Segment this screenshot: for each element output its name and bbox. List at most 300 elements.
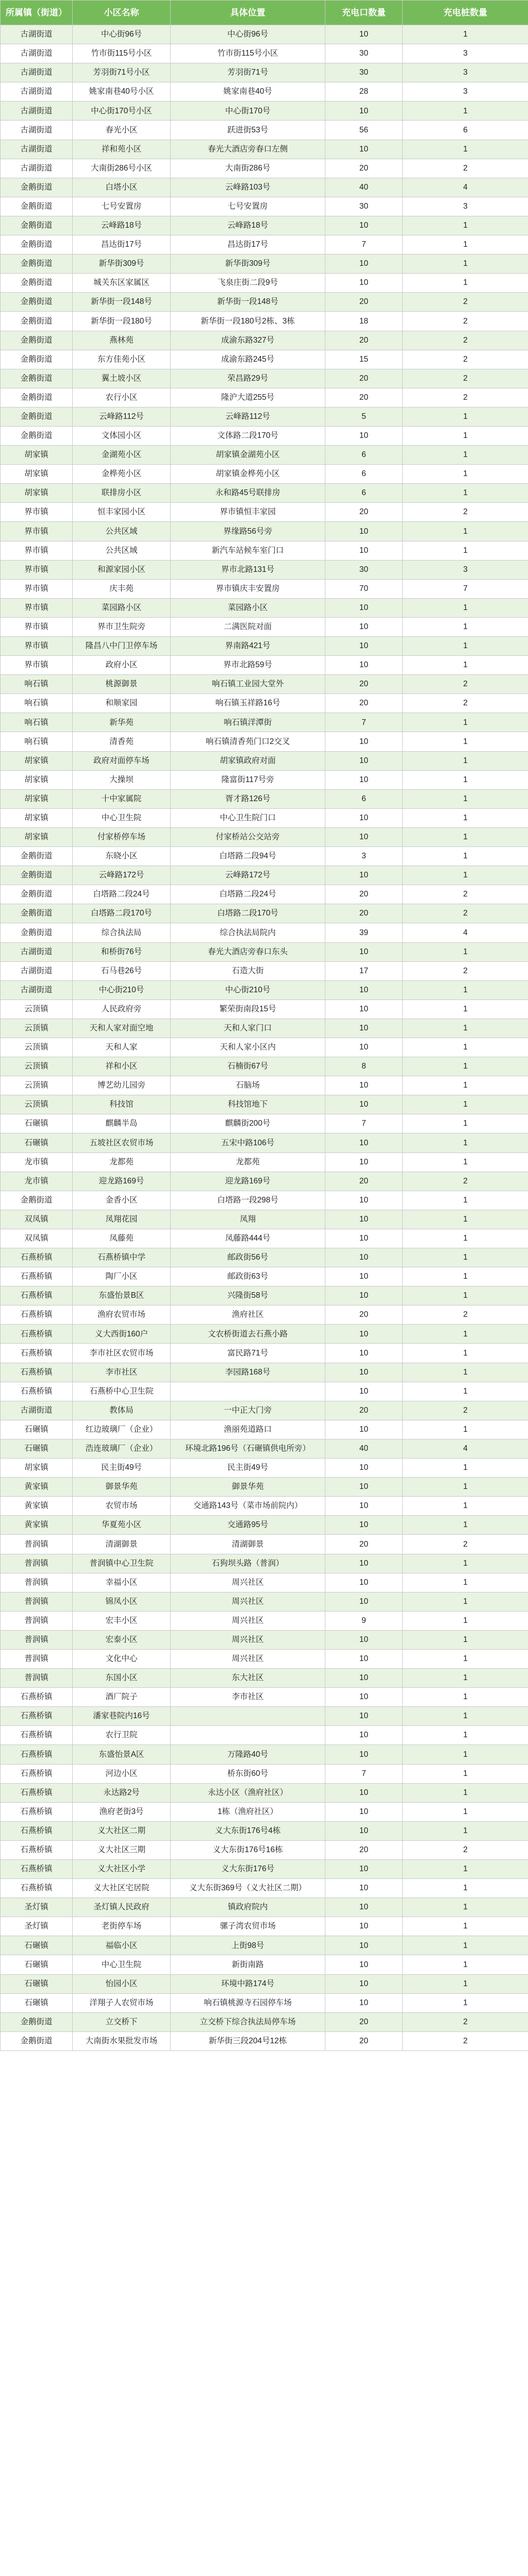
cell-port-count: 10 bbox=[325, 1038, 403, 1057]
cell-town: 胡家镇 bbox=[1, 789, 73, 808]
cell-pile-count: 1 bbox=[403, 1133, 528, 1153]
cell-pile-count: 2 bbox=[403, 503, 528, 522]
cell-pile-count: 1 bbox=[403, 1974, 528, 1993]
cell-community: 普润镇中心卫生院 bbox=[73, 1554, 171, 1573]
cell-port-count: 39 bbox=[325, 923, 403, 942]
cell-community: 义大社区三期 bbox=[73, 1840, 171, 1859]
table-row bbox=[1, 407, 528, 426]
cell-town: 石碾镇 bbox=[1, 1114, 73, 1133]
cell-port-count: 10 bbox=[325, 1325, 403, 1344]
cell-location: 白塔路二段94号 bbox=[171, 847, 325, 866]
cell-community: 综合执法局 bbox=[73, 923, 171, 942]
cell-town: 古湖街道 bbox=[1, 63, 73, 82]
cell-town: 响石镇 bbox=[1, 732, 73, 751]
cell-pile-count: 1 bbox=[403, 1286, 528, 1306]
table-row bbox=[1, 1267, 528, 1286]
cell-location: 昌达街17号 bbox=[171, 235, 325, 255]
cell-port-count: 10 bbox=[325, 1669, 403, 1688]
table-row bbox=[1, 293, 528, 312]
cell-town: 金鹅街道 bbox=[1, 1191, 73, 1210]
cell-community: 中心卫生院 bbox=[73, 1955, 171, 1974]
cell-town: 石燕桥镇 bbox=[1, 1688, 73, 1707]
cell-town: 金鹅街道 bbox=[1, 197, 73, 216]
cell-town: 界市镇 bbox=[1, 522, 73, 541]
cell-town: 石碾镇 bbox=[1, 1955, 73, 1974]
cell-community: 石燕桥镇中学 bbox=[73, 1248, 171, 1267]
cell-community: 七号安置房 bbox=[73, 197, 171, 216]
table-row bbox=[1, 1401, 528, 1420]
cell-pile-count: 1 bbox=[403, 1325, 528, 1344]
cell-community: 李市社区 bbox=[73, 1363, 171, 1382]
cell-location: 周兴社区 bbox=[171, 1630, 325, 1649]
cell-town: 金鹅街道 bbox=[1, 904, 73, 923]
cell-community: 农行卫院 bbox=[73, 1726, 171, 1745]
cell-location: 中心街210号 bbox=[171, 980, 325, 999]
cell-location: 响石镇清香苑门口2交叉 bbox=[171, 732, 325, 751]
cell-town: 石碾镇 bbox=[1, 1974, 73, 1993]
cell-town: 界市镇 bbox=[1, 560, 73, 579]
cell-pile-count: 1 bbox=[403, 1898, 528, 1917]
cell-location: 春光大酒店旁春口东头 bbox=[171, 942, 325, 961]
table-row bbox=[1, 1669, 528, 1688]
cell-location: 云峰路18号 bbox=[171, 216, 325, 235]
table-row bbox=[1, 1153, 528, 1172]
cell-location: 云峰路172号 bbox=[171, 866, 325, 885]
cell-community: 付家桥停车场 bbox=[73, 827, 171, 846]
cell-community: 春光小区 bbox=[73, 121, 171, 140]
table-row bbox=[1, 1592, 528, 1611]
cell-community: 联排房小区 bbox=[73, 484, 171, 503]
cell-community: 河边小区 bbox=[73, 1764, 171, 1783]
cell-pile-count: 2 bbox=[403, 331, 528, 350]
table-row bbox=[1, 140, 528, 159]
cell-port-count: 7 bbox=[325, 713, 403, 732]
cell-town: 圣灯镇 bbox=[1, 1917, 73, 1936]
cell-community: 大操坝 bbox=[73, 770, 171, 789]
cell-town: 云顶镇 bbox=[1, 1076, 73, 1095]
cell-port-count: 10 bbox=[325, 1726, 403, 1745]
cell-port-count: 6 bbox=[325, 484, 403, 503]
cell-pile-count: 1 bbox=[403, 751, 528, 770]
cell-community: 白塔小区 bbox=[73, 178, 171, 197]
cell-port-count: 5 bbox=[325, 407, 403, 426]
cell-location: 芳羽街71号 bbox=[171, 63, 325, 82]
table-row bbox=[1, 1535, 528, 1554]
cell-location: 胡家镇政府对面 bbox=[171, 751, 325, 770]
table-row bbox=[1, 121, 528, 140]
cell-town: 金鹅街道 bbox=[1, 2031, 73, 2050]
cell-location: 李园路168号 bbox=[171, 1363, 325, 1382]
table-row bbox=[1, 1802, 528, 1821]
header-community: 小区名称 bbox=[73, 1, 171, 25]
cell-port-count: 10 bbox=[325, 1745, 403, 1764]
cell-town: 界市镇 bbox=[1, 617, 73, 636]
cell-town: 石燕桥镇 bbox=[1, 1860, 73, 1879]
cell-port-count: 10 bbox=[325, 1210, 403, 1229]
cell-location: 界市镇恒丰家园 bbox=[171, 503, 325, 522]
cell-community: 迎龙路169号 bbox=[73, 1172, 171, 1191]
cell-town: 普润镇 bbox=[1, 1573, 73, 1592]
cell-pile-count: 1 bbox=[403, 426, 528, 445]
cell-port-count: 70 bbox=[325, 579, 403, 598]
cell-port-count: 10 bbox=[325, 1133, 403, 1153]
cell-town: 古湖街道 bbox=[1, 980, 73, 999]
cell-community: 义大西街160户 bbox=[73, 1325, 171, 1344]
cell-community: 石燕桥中心卫生院 bbox=[73, 1382, 171, 1401]
table-row bbox=[1, 999, 528, 1019]
cell-pile-count: 1 bbox=[403, 847, 528, 866]
cell-pile-count: 1 bbox=[403, 407, 528, 426]
cell-community: 宏丰小区 bbox=[73, 1611, 171, 1630]
cell-pile-count: 1 bbox=[403, 522, 528, 541]
cell-community: 金湖苑小区 bbox=[73, 446, 171, 465]
cell-community: 麒麟半岛 bbox=[73, 1114, 171, 1133]
cell-community: 怡园小区 bbox=[73, 1974, 171, 1993]
cell-community: 清湖御景 bbox=[73, 1535, 171, 1554]
cell-town: 古湖街道 bbox=[1, 25, 73, 44]
cell-port-count: 20 bbox=[325, 1840, 403, 1859]
cell-pile-count: 1 bbox=[403, 656, 528, 675]
table-row bbox=[1, 1783, 528, 1802]
cell-community: 凤翔花园 bbox=[73, 1210, 171, 1229]
cell-town: 古湖街道 bbox=[1, 159, 73, 178]
table-row bbox=[1, 1611, 528, 1630]
cell-pile-count: 1 bbox=[403, 1745, 528, 1764]
cell-community: 清香苑 bbox=[73, 732, 171, 751]
cell-pile-count: 1 bbox=[403, 598, 528, 617]
cell-port-count: 10 bbox=[325, 1420, 403, 1439]
table-row bbox=[1, 1095, 528, 1114]
table-row bbox=[1, 1114, 528, 1133]
table-row bbox=[1, 350, 528, 369]
cell-port-count: 15 bbox=[325, 350, 403, 369]
cell-community: 农贸市场 bbox=[73, 1497, 171, 1516]
cell-pile-count: 2 bbox=[403, 885, 528, 904]
cell-pile-count: 1 bbox=[403, 980, 528, 999]
cell-community: 福临小区 bbox=[73, 1936, 171, 1955]
cell-pile-count: 3 bbox=[403, 197, 528, 216]
table-row bbox=[1, 1478, 528, 1497]
cell-community: 文体园小区 bbox=[73, 426, 171, 445]
table-row bbox=[1, 1879, 528, 1898]
table-row bbox=[1, 1993, 528, 2012]
cell-community: 博艺幼儿园旁 bbox=[73, 1076, 171, 1095]
cell-pile-count: 1 bbox=[403, 713, 528, 732]
cell-town: 界市镇 bbox=[1, 503, 73, 522]
table-row bbox=[1, 827, 528, 846]
cell-community: 酒厂院子 bbox=[73, 1688, 171, 1707]
cell-community: 云峰路112号 bbox=[73, 407, 171, 426]
cell-location: 新街南路 bbox=[171, 1955, 325, 1974]
cell-town: 响石镇 bbox=[1, 675, 73, 694]
cell-town: 界市镇 bbox=[1, 656, 73, 675]
cell-location: 界市北路59号 bbox=[171, 656, 325, 675]
cell-town: 金鹅街道 bbox=[1, 350, 73, 369]
cell-town: 金鹅街道 bbox=[1, 312, 73, 331]
table-row bbox=[1, 1229, 528, 1248]
cell-port-count: 10 bbox=[325, 1248, 403, 1267]
cell-location: 竹市街115号小区 bbox=[171, 44, 325, 63]
cell-port-count: 10 bbox=[325, 1554, 403, 1573]
table-row bbox=[1, 197, 528, 216]
cell-pile-count: 1 bbox=[403, 541, 528, 560]
table-row bbox=[1, 25, 528, 44]
cell-port-count: 20 bbox=[325, 2031, 403, 2050]
table-row bbox=[1, 808, 528, 827]
table-row bbox=[1, 159, 528, 178]
cell-location: 兴隆街58号 bbox=[171, 1286, 325, 1306]
cell-port-count: 10 bbox=[325, 1478, 403, 1497]
cell-community: 东方佳苑小区 bbox=[73, 350, 171, 369]
cell-location: 隆富街117号旁 bbox=[171, 770, 325, 789]
cell-community: 龙都苑 bbox=[73, 1153, 171, 1172]
cell-pile-count: 2 bbox=[403, 388, 528, 407]
cell-community: 翼土坡小区 bbox=[73, 369, 171, 388]
table-row bbox=[1, 1516, 528, 1535]
cell-port-count: 9 bbox=[325, 1611, 403, 1630]
cell-location: 富民路71号 bbox=[171, 1344, 325, 1363]
cell-port-count: 20 bbox=[325, 1172, 403, 1191]
cell-location bbox=[171, 1726, 325, 1745]
cell-community: 圣灯镇人民政府 bbox=[73, 1898, 171, 1917]
cell-port-count: 10 bbox=[325, 980, 403, 999]
table-row bbox=[1, 1898, 528, 1917]
cell-port-count: 10 bbox=[325, 1936, 403, 1955]
cell-location: 周兴社区 bbox=[171, 1592, 325, 1611]
cell-town: 界市镇 bbox=[1, 598, 73, 617]
cell-location: 义大东街369号（义大社区二期） bbox=[171, 1879, 325, 1898]
cell-port-count: 10 bbox=[325, 751, 403, 770]
cell-pile-count: 3 bbox=[403, 63, 528, 82]
cell-town: 金鹅街道 bbox=[1, 923, 73, 942]
cell-port-count: 10 bbox=[325, 866, 403, 885]
cell-pile-count: 1 bbox=[403, 1382, 528, 1401]
cell-pile-count: 1 bbox=[403, 274, 528, 293]
cell-town: 石燕桥镇 bbox=[1, 1726, 73, 1745]
cell-town: 石燕桥镇 bbox=[1, 1344, 73, 1363]
cell-community: 新华街一段148号 bbox=[73, 293, 171, 312]
cell-pile-count: 1 bbox=[403, 1783, 528, 1802]
cell-town: 石碾镇 bbox=[1, 1133, 73, 1153]
cell-pile-count: 1 bbox=[403, 484, 528, 503]
cell-pile-count: 1 bbox=[403, 1993, 528, 2012]
table-row bbox=[1, 255, 528, 274]
cell-community: 李市社区农贸市场 bbox=[73, 1344, 171, 1363]
cell-town: 古湖街道 bbox=[1, 44, 73, 63]
cell-community: 农行小区 bbox=[73, 388, 171, 407]
cell-town: 石碾镇 bbox=[1, 1993, 73, 2012]
table-row bbox=[1, 1688, 528, 1707]
table-row bbox=[1, 980, 528, 999]
table-row bbox=[1, 1497, 528, 1516]
cell-pile-count: 1 bbox=[403, 1210, 528, 1229]
cell-community: 和顺家园 bbox=[73, 694, 171, 713]
table-row bbox=[1, 1076, 528, 1095]
cell-community: 祥和小区 bbox=[73, 1057, 171, 1076]
cell-town: 石燕桥镇 bbox=[1, 1707, 73, 1726]
header-pile-count: 充电桩数量 bbox=[403, 1, 528, 25]
cell-port-count: 7 bbox=[325, 1764, 403, 1783]
cell-pile-count: 2 bbox=[403, 159, 528, 178]
cell-town: 龙市镇 bbox=[1, 1153, 73, 1172]
cell-community: 新华街309号 bbox=[73, 255, 171, 274]
cell-location: 界南路421号 bbox=[171, 637, 325, 656]
table-row bbox=[1, 446, 528, 465]
table-row bbox=[1, 1038, 528, 1057]
cell-port-count: 28 bbox=[325, 82, 403, 101]
table-row bbox=[1, 1764, 528, 1783]
cell-community: 东盛怡景B区 bbox=[73, 1286, 171, 1306]
cell-town: 古湖街道 bbox=[1, 961, 73, 980]
cell-community: 恒丰家园小区 bbox=[73, 503, 171, 522]
cell-port-count: 18 bbox=[325, 312, 403, 331]
table-row bbox=[1, 2031, 528, 2050]
table-row bbox=[1, 1248, 528, 1267]
cell-port-count: 10 bbox=[325, 274, 403, 293]
cell-community: 中心卫生院 bbox=[73, 808, 171, 827]
cell-town: 石燕桥镇 bbox=[1, 1382, 73, 1401]
cell-pile-count: 1 bbox=[403, 808, 528, 827]
cell-location: 迎龙路169号 bbox=[171, 1172, 325, 1191]
cell-community: 十中家属院 bbox=[73, 789, 171, 808]
table-row bbox=[1, 1955, 528, 1974]
cell-pile-count: 1 bbox=[403, 1669, 528, 1688]
cell-location bbox=[171, 1382, 325, 1401]
cell-town: 石燕桥镇 bbox=[1, 1363, 73, 1382]
cell-town: 胡家镇 bbox=[1, 827, 73, 846]
cell-town: 胡家镇 bbox=[1, 770, 73, 789]
cell-community: 和源家园小区 bbox=[73, 560, 171, 579]
cell-town: 古湖街道 bbox=[1, 101, 73, 121]
cell-location: 界缘路56号旁 bbox=[171, 522, 325, 541]
table-row bbox=[1, 1821, 528, 1840]
cell-community: 竹市街115号小区 bbox=[73, 44, 171, 63]
cell-port-count: 20 bbox=[325, 369, 403, 388]
cell-community: 燕林苑 bbox=[73, 331, 171, 350]
cell-community: 义大社区二期 bbox=[73, 1821, 171, 1840]
cell-community: 桃源御景 bbox=[73, 675, 171, 694]
cell-community: 白塔路二段170号 bbox=[73, 904, 171, 923]
table-row bbox=[1, 847, 528, 866]
cell-pile-count: 2 bbox=[403, 1535, 528, 1554]
table-row bbox=[1, 866, 528, 885]
cell-town: 金鹅街道 bbox=[1, 235, 73, 255]
cell-location: 邮政街63号 bbox=[171, 1267, 325, 1286]
cell-pile-count: 1 bbox=[403, 1478, 528, 1497]
cell-location: 界市北路131号 bbox=[171, 560, 325, 579]
cell-community: 菜园路小区 bbox=[73, 598, 171, 617]
cell-community: 宏泰小区 bbox=[73, 1630, 171, 1649]
cell-pile-count: 2 bbox=[403, 675, 528, 694]
cell-town: 云顶镇 bbox=[1, 1095, 73, 1114]
cell-pile-count: 2 bbox=[403, 350, 528, 369]
cell-town: 响石镇 bbox=[1, 713, 73, 732]
cell-location: 中心卫生院门口 bbox=[171, 808, 325, 827]
cell-community: 老街停车场 bbox=[73, 1917, 171, 1936]
cell-port-count: 10 bbox=[325, 1363, 403, 1382]
table-row bbox=[1, 465, 528, 484]
cell-port-count: 20 bbox=[325, 885, 403, 904]
cell-pile-count: 1 bbox=[403, 1114, 528, 1133]
cell-port-count: 30 bbox=[325, 44, 403, 63]
table-row bbox=[1, 1974, 528, 1993]
cell-pile-count: 1 bbox=[403, 770, 528, 789]
cell-port-count: 10 bbox=[325, 942, 403, 961]
table-row bbox=[1, 1630, 528, 1649]
cell-port-count: 10 bbox=[325, 770, 403, 789]
cell-town: 双凤镇 bbox=[1, 1229, 73, 1248]
cell-location: 春光大酒店旁春口左侧 bbox=[171, 140, 325, 159]
cell-pile-count: 1 bbox=[403, 637, 528, 656]
cell-community: 中心街170号小区 bbox=[73, 101, 171, 121]
cell-town: 金鹅街道 bbox=[1, 885, 73, 904]
cell-port-count: 10 bbox=[325, 1229, 403, 1248]
cell-location: 文体路二段170号 bbox=[171, 426, 325, 445]
cell-port-count: 10 bbox=[325, 637, 403, 656]
cell-town: 金鹅街道 bbox=[1, 178, 73, 197]
cell-pile-count: 4 bbox=[403, 923, 528, 942]
cell-port-count: 10 bbox=[325, 140, 403, 159]
cell-port-count: 10 bbox=[325, 1974, 403, 1993]
cell-community: 中心街96号 bbox=[73, 25, 171, 44]
cell-port-count: 10 bbox=[325, 732, 403, 751]
cell-town: 古湖街道 bbox=[1, 140, 73, 159]
cell-port-count: 6 bbox=[325, 446, 403, 465]
cell-location: 荣昌路29号 bbox=[171, 369, 325, 388]
cell-community: 渔府老街3号 bbox=[73, 1802, 171, 1821]
cell-location: 镇政府院内 bbox=[171, 1898, 325, 1917]
cell-community: 东国小区 bbox=[73, 1669, 171, 1688]
cell-port-count: 10 bbox=[325, 1860, 403, 1879]
cell-community: 芳羽街71号小区 bbox=[73, 63, 171, 82]
table-row bbox=[1, 1936, 528, 1955]
cell-community: 红边玻璃厂（企业） bbox=[73, 1420, 171, 1439]
cell-pile-count: 4 bbox=[403, 1439, 528, 1458]
cell-pile-count: 1 bbox=[403, 1076, 528, 1095]
cell-pile-count: 1 bbox=[403, 25, 528, 44]
cell-location: 胡家镇金桦苑小区 bbox=[171, 465, 325, 484]
table-row bbox=[1, 484, 528, 503]
cell-pile-count: 1 bbox=[403, 1420, 528, 1439]
cell-port-count: 8 bbox=[325, 1057, 403, 1076]
cell-town: 金鹅街道 bbox=[1, 216, 73, 235]
table-row bbox=[1, 1726, 528, 1745]
cell-port-count: 20 bbox=[325, 904, 403, 923]
cell-community: 界市卫生院旁 bbox=[73, 617, 171, 636]
cell-community: 洋翔子人农贸市场 bbox=[73, 1993, 171, 2012]
table-row bbox=[1, 63, 528, 82]
cell-location: 石楠街67号 bbox=[171, 1057, 325, 1076]
cell-town: 黄家镇 bbox=[1, 1478, 73, 1497]
table-row bbox=[1, 885, 528, 904]
cell-town: 金鹅街道 bbox=[1, 369, 73, 388]
cell-pile-count: 1 bbox=[403, 1860, 528, 1879]
table-row bbox=[1, 1363, 528, 1382]
cell-port-count: 20 bbox=[325, 503, 403, 522]
table-row bbox=[1, 789, 528, 808]
cell-community: 隆昌八中门卫停车场 bbox=[73, 637, 171, 656]
cell-pile-count: 3 bbox=[403, 82, 528, 101]
cell-town: 云顶镇 bbox=[1, 999, 73, 1019]
table-row bbox=[1, 942, 528, 961]
table-row bbox=[1, 101, 528, 121]
table-row bbox=[1, 44, 528, 63]
cell-community: 云峰路18号 bbox=[73, 216, 171, 235]
cell-location: 菜园路小区 bbox=[171, 598, 325, 617]
cell-community: 姚家南巷40号小区 bbox=[73, 82, 171, 101]
cell-town: 金鹅街道 bbox=[1, 255, 73, 274]
cell-pile-count: 1 bbox=[403, 1554, 528, 1573]
